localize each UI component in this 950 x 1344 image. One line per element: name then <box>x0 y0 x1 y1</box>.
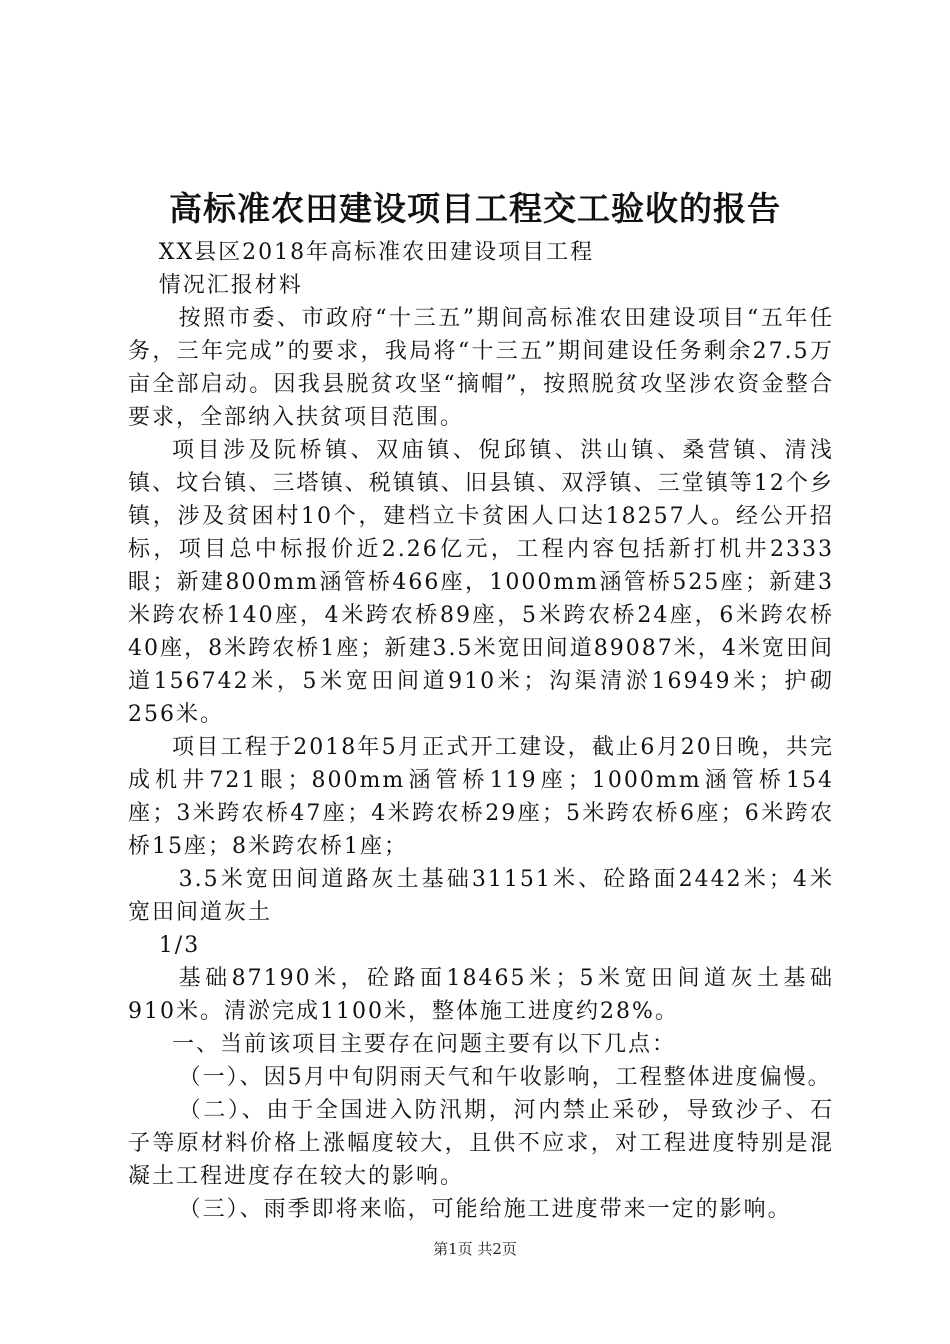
paragraph-progress: 项目工程于2018年5月正式开工建设，截止6月20日晚，共完成机井721眼；800mm涵管桥119座；1000mm涵管桥154座；3米跨农桥47座；4米跨农桥29座；5米跨农桥6座；6米跨农桥15座；8米跨农桥1座； <box>128 735 834 859</box>
issue-item-3: （三）、雨季即将来临，可能给施工进度带来一定的影响。 <box>178 1197 792 1222</box>
paragraph-roads-continued: 基础87190米，砼路面18465米；5米宽田间道灰土基础910米。清淤完成1100米，整体施工进度约28%。 <box>128 966 834 1024</box>
paragraph-background: 按照市委、市政府“十三五”期间高标准农田建设项目“五年任务，三年完成”的要求，我局将“十三五”期间建设任务剩余27.5万亩全部启动。因我县脱贫攻坚“摘帽”，按照脱贫攻坚涉农资金整合要求，全部纳入扶贫项目范围。 <box>128 306 834 430</box>
page-marker: 1/3 <box>158 933 201 958</box>
subtitle-line-2: 情况汇报材料 <box>158 273 303 298</box>
paragraph-scope: 项目涉及阮桥镇、双庙镇、倪邱镇、洪山镇、桑营镇、清浅镇、坟台镇、三塔镇、税镇镇、旧县镇、双浮镇、三堂镇等12个乡镇，涉及贫困村10个，建档立卡贫困人口达18257人。经公开招标，项目总中标报价近2.26亿元，工程内容包括新打机井2333眼；新建800mm涵管桥466座，1000mm涵管桥525座；新建3米跨农桥140座，4米跨农桥89座，5米跨农桥24座，6米跨农桥40座，8米跨农桥1座；新建3.5米宽田间道89087米，4米宽田间道156742米，5米宽田间道910米；沟渠清淤16949米；护砌256米。 <box>128 438 834 727</box>
section-heading-issues: 一、当前该项目主要存在问题主要有以下几点： <box>172 1032 677 1057</box>
subtitle-line-1: XX县区2018年高标准农田建设项目工程 <box>158 240 595 265</box>
document-body <box>128 236 834 1226</box>
issue-item-2: （二）、由于全国进入防汛期，河内禁止采砂，导致沙子、石子等原材料价格上涨幅度较大，且供不应求，对工程进度特别是混凝土工程进度存在较大的影响。 <box>128 1098 834 1189</box>
issue-item-1: （一）、因5月中旬阴雨天气和午收影响，工程整体进度偏慢。 <box>178 1065 832 1090</box>
paragraph-roads: 3.5米宽田间道路灰土基础31151米、砼路面2442米；4米宽田间道灰土 <box>128 867 834 925</box>
page-footer: 第1页 共2页 <box>433 1240 517 1258</box>
document-title: 高标准农田建设项目工程交工验收的报告 <box>169 189 781 228</box>
